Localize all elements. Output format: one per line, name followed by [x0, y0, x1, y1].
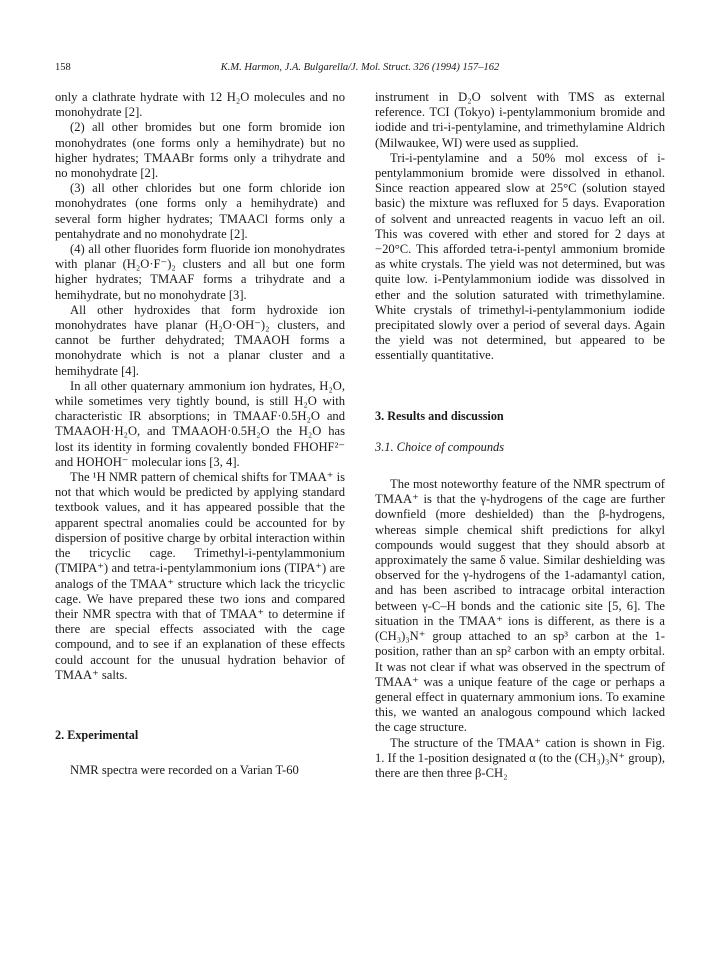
body-paragraph: In all other quaternary ammonium ion hydrates, H₂O, while sometimes very tightly bound, is still H₂O with characteristic IR absorptions; in TMAAF·0.5H₂O and TMAAOH·H₂O, and TMAAOH·0.5H₂O the H₂O has lost its identity in forming covalently bonded FHOHF²⁻ and HOHOH⁻ molecular ions [3, 4].: [55, 378, 345, 469]
running-head: K.M. Harmon, J.A. Bulgarella/J. Mol. Struct. 326 (1994) 157–162: [220, 62, 500, 73]
section-heading-results: 3. Results and discussion: [375, 408, 504, 423]
left-column: [55, 90, 345, 778]
body-paragraph: only a clathrate hydrate with 12 H₂O molecules and no monohydrate [2].: [55, 90, 345, 120]
body-paragraph: (4) all other fluorides form fluoride ion monohydrates with planar (H₂O·F⁻)₂ clusters and all but one form higher hydrates; TMAAF forms a trihydrate and a hemihydrate, but no monohydrate [3].: [55, 242, 345, 302]
body-paragraph: The most noteworthy feature of the NMR spectrum of TMAA⁺ is that the γ-hydrogens of the cage are further downfield (more deshielded) than the β-hydrogens, whereas simple chemical shift predictions for alkyl compounds would suggest that they should absorb at approximately the same δ value. Similar deshielding was observed for the γ-hydrogens of the 1-adamantyl cation, and has been ascribed to intracage orbital interaction between γ-C–H bonds and the cationic site [5, 6]. The situation in the TMAA⁺ ions is different, as there is a (CH₃)₃N⁺ group attached to an sp³ carbon at the 1-position, rather than an sp² carbon with an empty orbital. It was not clear if what was observed in the spectrum of TMAA⁺ was a unique feature of the cage or perhaps a general effect in quaternary ammonium ions. To examine this, we wanted an analogous compound which lacked the cage structure.: [375, 477, 665, 735]
page-header: [55, 62, 665, 80]
section-heading-experimental: 2. Experimental: [55, 727, 139, 742]
body-paragraph: The ¹H NMR pattern of chemical shifts for TMAA⁺ is not that which would be predicted by applying standard textbook values, and it has appeared possible that the apparent spectral anomalies could be accounted for by dispersion of positive charge by orbital interaction within the tricyclic cage. Trimethyl-i-pentylammonium (TMIPA⁺) and tetra-i-pentylammonium ions (TIPA⁺) are analogs of the TMAA⁺ structure which lack the tricyclic cage. We have prepared these two ions and compared their NMR spectra with that of TMAA⁺ to determine if there are special effects associated with the cage compound, and to see if an explanation of these effects could account for the unusual hydration behavior of TMAA⁺ salts.: [55, 470, 345, 682]
body-paragraph: (2) all other bromides but one form bromide ion monohydrates (one forms only a hemihydrate) but no higher hydrates; TMAABr forms only a trihydrate and no monohydrate [2].: [55, 120, 345, 181]
body-paragraph: All other hydroxides that form hydroxide ion monohydrates have planar (H₂O·OH⁻)₂ clusters, and cannot be further dehydrated; TMAAOH forms a monohydrate which is not a planar cluster and a hemihydrate [4].: [55, 302, 345, 378]
right-column: [375, 90, 665, 781]
page-number: 158: [55, 62, 71, 73]
body-paragraph: The structure of the TMAA⁺ cation is shown in Fig. 1. If the 1-position designated α (to the (CH₃)₃N⁺ group), there are then three β-CH₂: [375, 735, 665, 780]
body-paragraph: instrument in D₂O solvent with TMS as external reference. TCI (Tokyo) i-pentylammonium bromide and iodide and tri-i-pentylamine, and trimethylamine Aldrich (Milwaukee, WI) were used as supplied.: [375, 90, 665, 150]
subsection-heading: 3.1. Choice of compounds: [375, 439, 505, 454]
body-paragraph: Tri-i-pentylamine and a 50% mol excess of i-pentylammonium bromide were dissolved in ethanol. Since reaction appeared slow at 25°C (solution stayed basic) the mixture was refluxed for 5 days. Evaporation of solvent and unreacted reagents in vacuo left an oil. This was covered with ether and stored for 2 days at −20°C. This afforded tetra-i-pentyl ammonium bromide as white crystals. The yield was not determined, but was quite low. i-Pentylammonium iodide was dissolved in ether and the solution saturated with trimethylamine. White crystals of trimethyl-i-pentylammonium iodide precipitated slowly over a period of several days. Again the yield was not determined, but appeared to be essentially quantitative.: [375, 150, 665, 363]
body-paragraph: NMR spectra were recorded on a Varian T-60: [70, 763, 299, 778]
body-paragraph: (3) all other chlorides but one form chloride ion monohydrates (one forms only a hemihydrate) and several form higher hydrates; TMAACl forms only a pentahydrate and no monohydrate [2].: [55, 181, 345, 241]
